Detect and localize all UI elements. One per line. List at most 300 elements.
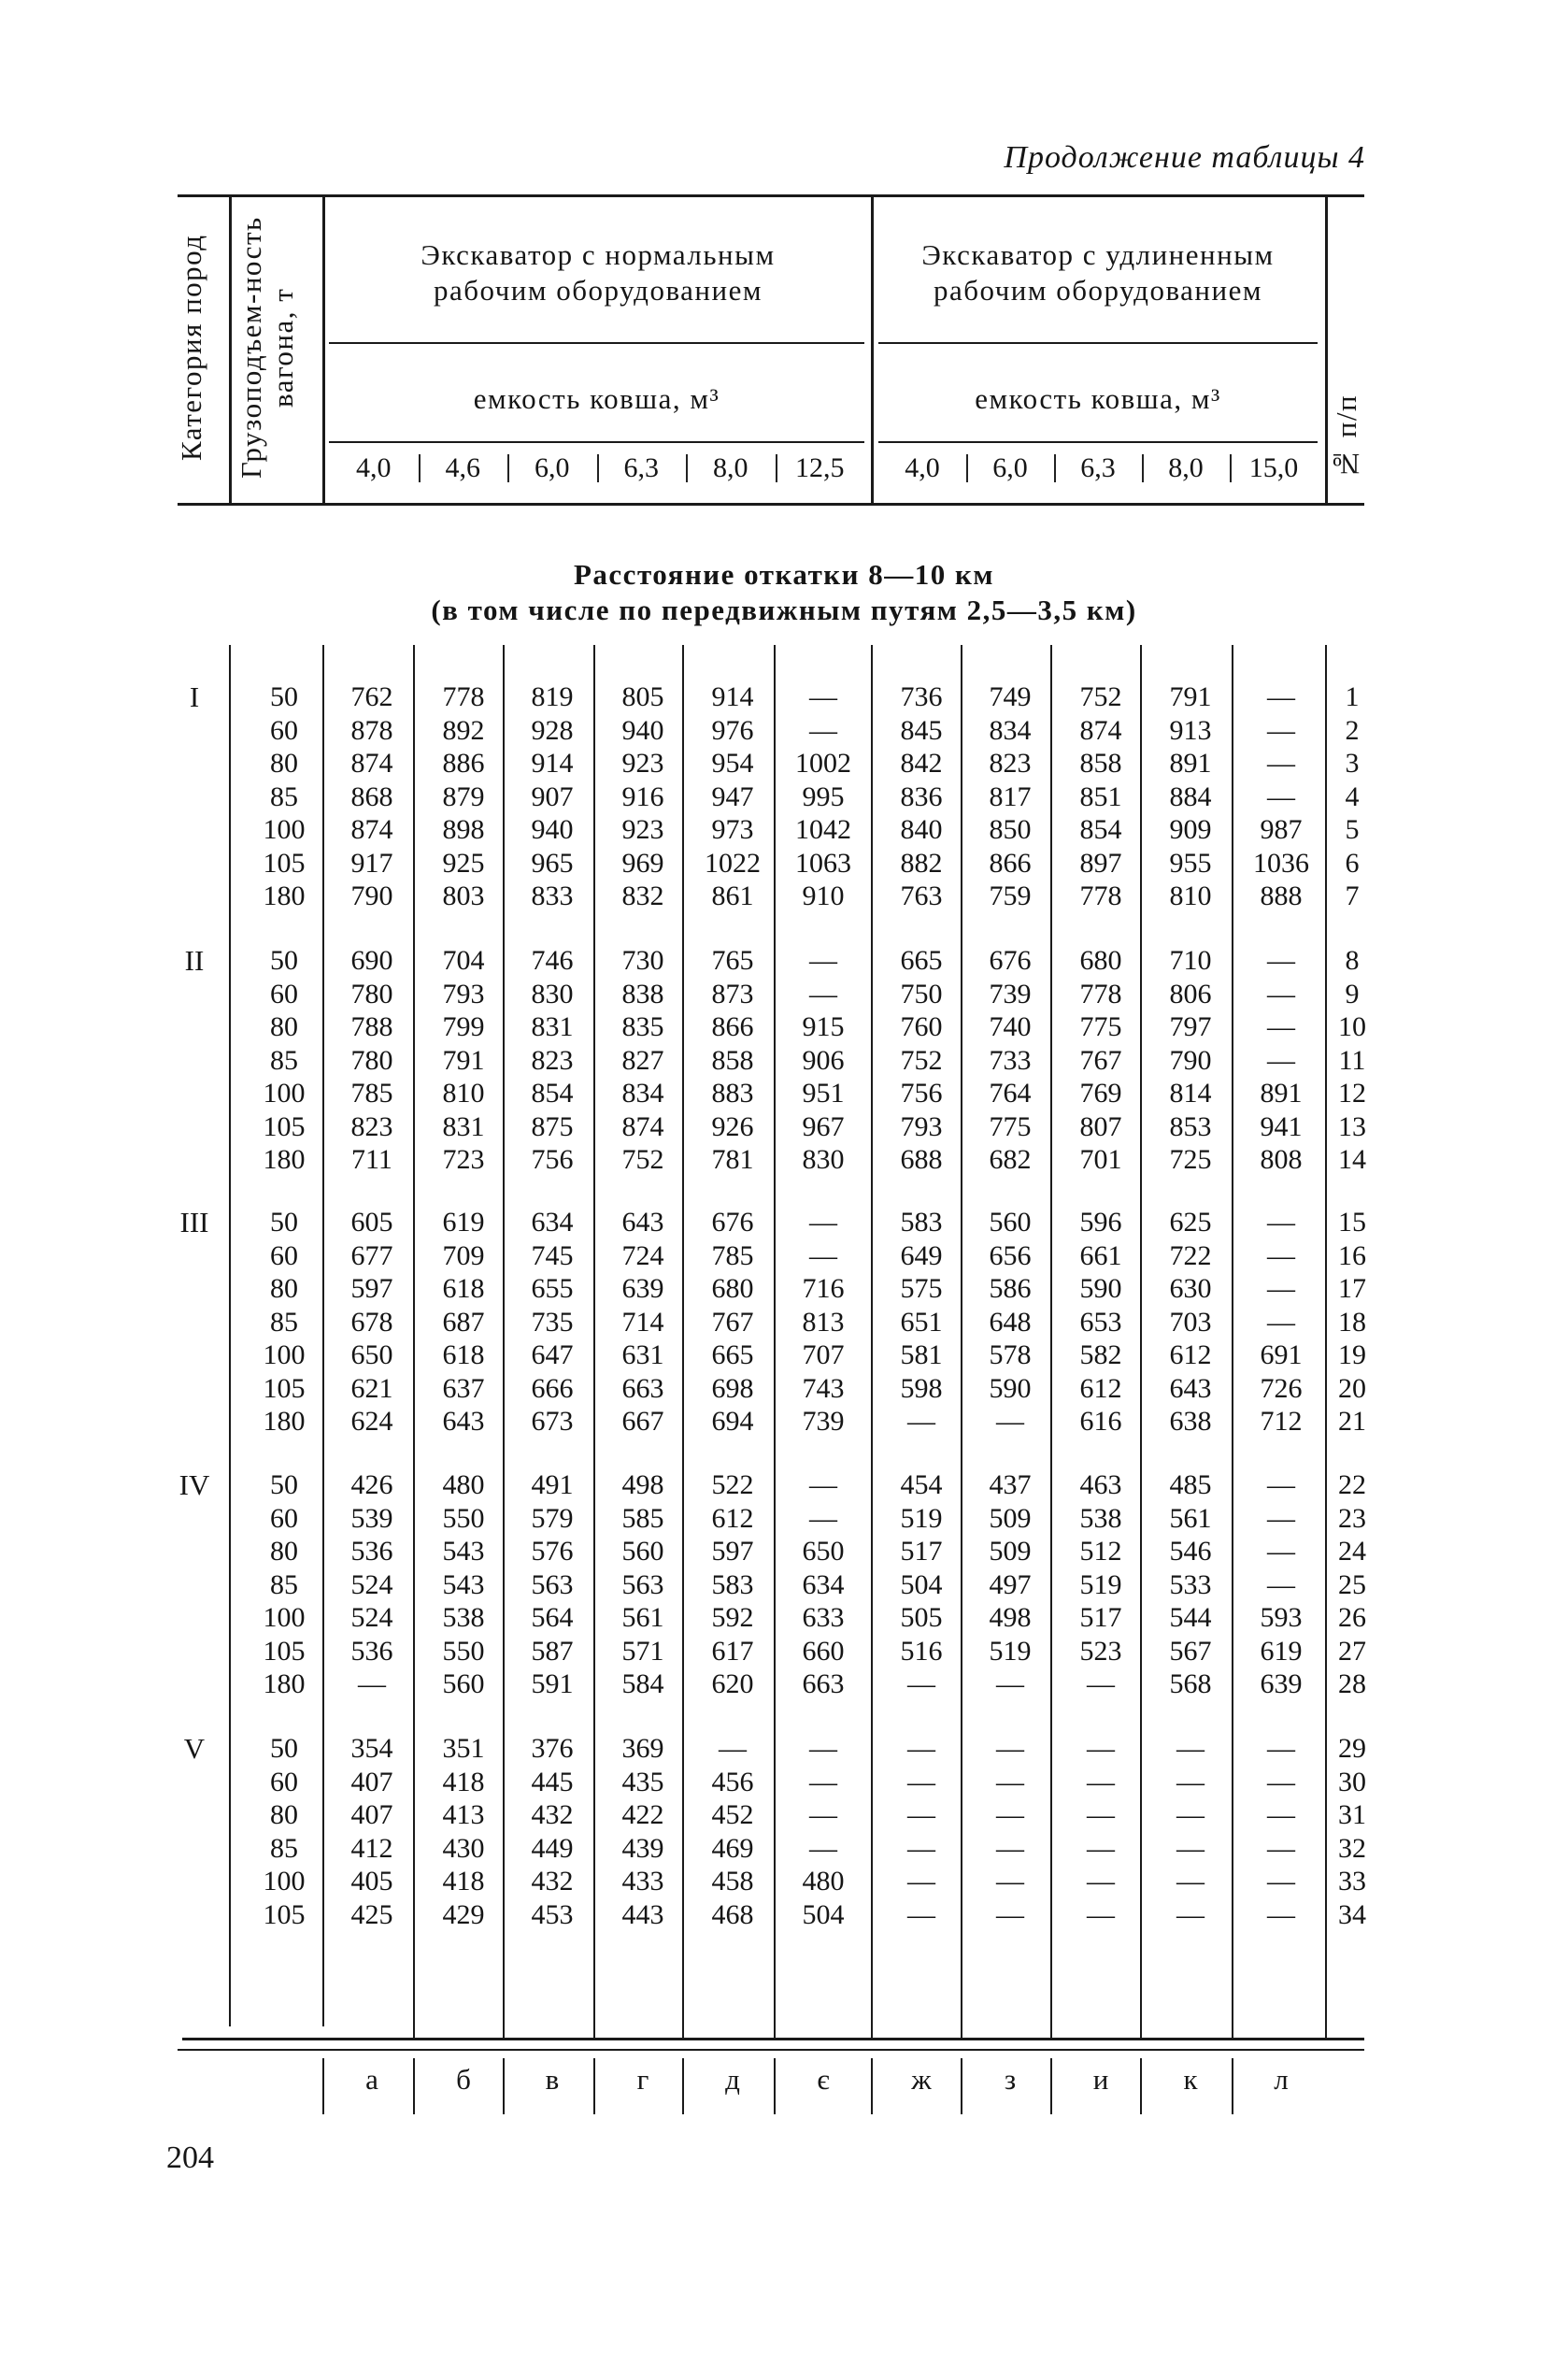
- table-cell: 583: [711, 1568, 754, 1600]
- table-cell: 504: [900, 1568, 943, 1600]
- value-column-г: [600, 1468, 686, 1701]
- letter-row-rule: [1050, 2058, 1052, 2114]
- table-cell: 612: [1079, 1372, 1122, 1404]
- table-cell: 19: [1338, 1339, 1366, 1370]
- header-normal-excavator: Экскаватор с нормальным рабочим оборудованием: [421, 238, 776, 307]
- table-cell: 814: [1169, 1078, 1212, 1109]
- table-cell: 665: [900, 945, 943, 976]
- table-cell: 711: [351, 1144, 392, 1175]
- table-cell: 788: [350, 1011, 393, 1042]
- table-cell: 888: [1260, 880, 1303, 911]
- category-label: I: [189, 680, 200, 713]
- category-label: V: [183, 1732, 206, 1765]
- table-cell: 643: [621, 1207, 664, 1238]
- column-letter-б: б: [456, 2063, 471, 2096]
- value-column-к: [1147, 1206, 1233, 1439]
- table-cell: 817: [989, 780, 1032, 812]
- value-column-ж: [878, 1468, 964, 1701]
- table-cell: 726: [1260, 1372, 1303, 1404]
- table-cell: 422: [621, 1799, 664, 1830]
- table-cell: 28: [1338, 1668, 1366, 1699]
- table-cell: 830: [531, 978, 574, 1009]
- table-cell: —: [809, 681, 837, 712]
- table-cell: 433: [621, 1866, 664, 1897]
- table-cell: 633: [802, 1602, 845, 1633]
- table-cell: 752: [900, 1044, 943, 1076]
- table-cell: 807: [1079, 1110, 1122, 1142]
- table-cell: —: [1176, 1766, 1205, 1797]
- table-cell: 765: [711, 945, 754, 976]
- normal-size-separator: [507, 454, 509, 482]
- table-cell: 823: [531, 1044, 574, 1076]
- value-column-д: [690, 1206, 776, 1439]
- table-cell: 497: [989, 1568, 1032, 1600]
- table-cell: 874: [621, 1110, 664, 1142]
- table-cell: 661: [1079, 1239, 1122, 1271]
- table-cell: 676: [711, 1207, 754, 1238]
- table-continuation-caption: Продолжение таблицы 4: [1004, 140, 1365, 175]
- table-cell: —: [1267, 1866, 1295, 1897]
- table-cell: 688: [900, 1144, 943, 1175]
- header-bucket-label-long: емкость ковша, м³: [975, 382, 1221, 415]
- table-cell: 80: [270, 1273, 298, 1304]
- letter-row-rule: [413, 2058, 415, 2114]
- table-cell: 819: [531, 681, 574, 712]
- long-size-5: 15,0: [1248, 452, 1299, 483]
- table-cell: 550: [442, 1635, 485, 1667]
- value-column-з: [967, 1468, 1053, 1701]
- table-cell: 60: [270, 1502, 298, 1534]
- table-cell: 756: [531, 1144, 574, 1175]
- table-cell: 883: [711, 1078, 754, 1109]
- value-column-є: [780, 1732, 866, 1931]
- letter-row-rule: [682, 2058, 684, 2114]
- table-cell: 453: [531, 1898, 574, 1930]
- table-cell: 105: [263, 847, 306, 879]
- table-cell: 840: [900, 814, 943, 845]
- table-cell: —: [996, 1406, 1024, 1437]
- table-cell: 24: [1338, 1536, 1366, 1567]
- table-cell: 909: [1169, 814, 1212, 845]
- letter-row-rule: [961, 2058, 962, 2114]
- value-column-л: [1238, 944, 1324, 1177]
- table-cell: 625: [1169, 1207, 1212, 1238]
- table-cell: 10: [1338, 1011, 1366, 1042]
- table-cell: 620: [711, 1668, 754, 1699]
- table-cell: 655: [531, 1273, 574, 1304]
- table-cell: 418: [442, 1866, 485, 1897]
- column-letter-к: к: [1183, 2063, 1198, 2096]
- normal-size-separator: [419, 454, 421, 482]
- table-cell: 2: [1345, 714, 1360, 746]
- table-cell: 100: [263, 1339, 306, 1370]
- table-cell: 750: [900, 978, 943, 1009]
- table-cell: 917: [350, 847, 393, 879]
- table-cell: 928: [531, 714, 574, 746]
- value-column-л: [1238, 1206, 1324, 1439]
- table-cell: —: [809, 1207, 837, 1238]
- table-cell: 649: [900, 1239, 943, 1271]
- value-column-а: [329, 944, 415, 1177]
- normal-size-separator: [686, 454, 688, 482]
- table-cell: 180: [263, 1144, 306, 1175]
- header-mid-rule-long: [878, 342, 1318, 344]
- table-cell: 831: [531, 1011, 574, 1042]
- table-cell: 469: [711, 1832, 754, 1864]
- table-cell: 564: [531, 1602, 574, 1633]
- table-cell: 752: [621, 1144, 664, 1175]
- capacity-column: [245, 680, 323, 913]
- table-cell: —: [1267, 1799, 1295, 1830]
- table-cell: 803: [442, 880, 485, 911]
- normal-size-separator: [597, 454, 599, 482]
- table-cell: 412: [350, 1832, 393, 1864]
- table-cell: 874: [1079, 714, 1122, 746]
- table-cell: 647: [531, 1339, 574, 1370]
- table-cell: 634: [802, 1568, 845, 1600]
- table-cell: 764: [989, 1078, 1032, 1109]
- table-cell: 432: [531, 1799, 574, 1830]
- value-column-ж: [878, 680, 964, 913]
- table-cell: 504: [802, 1898, 845, 1930]
- value-column-а: [329, 1206, 415, 1439]
- table-cell: 105: [263, 1110, 306, 1142]
- table-cell: —: [1087, 1866, 1115, 1897]
- table-cell: 762: [350, 681, 393, 712]
- table-cell: 583: [900, 1207, 943, 1238]
- table-cell: 643: [1169, 1372, 1212, 1404]
- table-cell: 767: [1079, 1044, 1122, 1076]
- value-column-г: [600, 680, 686, 913]
- table-cell: 965: [531, 847, 574, 879]
- table-cell: 100: [263, 1866, 306, 1897]
- table-cell: 845: [900, 714, 943, 746]
- table-cell: 1022: [705, 847, 761, 879]
- value-column-д: [690, 680, 776, 913]
- section-title-subtitle: (в том числе по передвижным путям 2,5—3,5 км): [431, 594, 1137, 626]
- header-size-rule-long: [878, 441, 1318, 443]
- table-cell: 463: [1079, 1469, 1122, 1500]
- table-cell: 581: [900, 1339, 943, 1370]
- value-column-б: [421, 680, 506, 913]
- table-cell: 778: [1079, 978, 1122, 1009]
- table-cell: 584: [621, 1668, 664, 1699]
- normal-size-6: 12,5: [795, 452, 845, 483]
- value-column-к: [1147, 680, 1233, 913]
- table-cell: 18: [1338, 1306, 1366, 1338]
- table-cell: 480: [802, 1866, 845, 1897]
- value-column-и: [1058, 944, 1144, 1177]
- table-cell: 967: [802, 1110, 845, 1142]
- table-cell: 680: [1079, 945, 1122, 976]
- header-divider-3: [871, 196, 874, 503]
- table-cell: 538: [442, 1602, 485, 1633]
- table-cell: 3: [1345, 748, 1360, 779]
- value-column-в: [509, 680, 595, 913]
- table-cell: 491: [531, 1469, 574, 1500]
- table-cell: —: [1087, 1832, 1115, 1864]
- table-cell: 712: [1260, 1406, 1303, 1437]
- table-cell: 756: [900, 1078, 943, 1109]
- table-cell: —: [1267, 681, 1295, 712]
- column-letter-и: и: [1092, 2063, 1109, 2096]
- table-cell: 823: [989, 748, 1032, 779]
- table-cell: 449: [531, 1832, 574, 1864]
- table-cell: 861: [711, 880, 754, 911]
- table-cell: 832: [621, 880, 664, 911]
- value-column-б: [421, 944, 506, 1177]
- table-cell: 519: [1079, 1568, 1122, 1600]
- table-cell: 618: [442, 1273, 485, 1304]
- table-cell: 910: [802, 880, 845, 911]
- table-cell: 1063: [795, 847, 851, 879]
- table-cell: 100: [263, 1602, 306, 1633]
- table-cell: 351: [442, 1733, 485, 1764]
- table-cell: 854: [531, 1078, 574, 1109]
- normal-size-1: 4,0: [356, 452, 392, 483]
- table-cell: 560: [621, 1536, 664, 1567]
- table-cell: 452: [711, 1799, 754, 1830]
- table-cell: 716: [802, 1273, 845, 1304]
- table-cell: 1: [1345, 681, 1360, 712]
- table-cell: 618: [442, 1339, 485, 1370]
- table-cell: 517: [1079, 1602, 1122, 1633]
- header-divider-4: [1325, 196, 1328, 503]
- header-long-excavator: Экскаватор с удлиненным рабочим оборудованием: [921, 238, 1275, 307]
- table-cell: 866: [711, 1011, 754, 1042]
- value-column-є: [780, 1206, 866, 1439]
- table-cell: 954: [711, 748, 754, 779]
- table-cell: —: [1267, 1469, 1295, 1500]
- table-cell: 619: [1260, 1635, 1303, 1667]
- letter-row-rule: [1232, 2058, 1233, 2114]
- table-cell: 578: [989, 1339, 1032, 1370]
- table-cell: 517: [900, 1536, 943, 1567]
- table-cell: —: [1267, 1766, 1295, 1797]
- table-cell: 733: [989, 1044, 1032, 1076]
- bucket-sizes-long: [878, 447, 1318, 490]
- table-cell: 23: [1338, 1502, 1366, 1534]
- table-cell: —: [1267, 1832, 1295, 1864]
- table-cell: 31: [1338, 1799, 1366, 1830]
- value-column-в: [509, 1468, 595, 1701]
- table-cell: 785: [711, 1239, 754, 1271]
- table-cell: 906: [802, 1044, 845, 1076]
- value-column-в: [509, 1206, 595, 1439]
- table-cell: 663: [802, 1668, 845, 1699]
- table-cell: 519: [989, 1635, 1032, 1667]
- table-cell: 838: [621, 978, 664, 1009]
- table-cell: 546: [1169, 1536, 1212, 1567]
- table-cell: 619: [442, 1207, 485, 1238]
- value-column-д: [690, 944, 776, 1177]
- long-size-4: 8,0: [1168, 452, 1204, 483]
- table-cell: 781: [711, 1144, 754, 1175]
- normal-size-4: 6,3: [623, 452, 659, 483]
- table-cell: —: [809, 1799, 837, 1830]
- table-cell: —: [1267, 945, 1295, 976]
- table-cell: —: [907, 1668, 935, 1699]
- normal-size-2: 4,6: [445, 452, 480, 483]
- table-cell: 498: [989, 1602, 1032, 1633]
- table-cell: 586: [989, 1273, 1032, 1304]
- value-column-а: [329, 1468, 415, 1701]
- table-cell: 875: [531, 1110, 574, 1142]
- table-cell: 813: [802, 1306, 845, 1338]
- header-divider-1: [229, 196, 232, 503]
- table-cell: 439: [621, 1832, 664, 1864]
- table-cell: 27: [1338, 1635, 1366, 1667]
- capacity-column: [245, 1732, 323, 1931]
- table-cell: 29: [1338, 1733, 1366, 1764]
- table-cell: 13: [1338, 1110, 1366, 1142]
- table-cell: —: [907, 1766, 935, 1797]
- table-cell: —: [809, 945, 837, 976]
- table-cell: 425: [350, 1898, 393, 1930]
- value-column-є: [780, 944, 866, 1177]
- body-column-rule: [871, 645, 873, 2038]
- body-column-rule: [1325, 645, 1327, 2038]
- table-cell: —: [809, 1469, 837, 1500]
- table-bottom-rule: [182, 2038, 1364, 2040]
- table-cell: 810: [1169, 880, 1212, 911]
- table-cell: 50: [270, 681, 298, 712]
- table-cell: 407: [350, 1766, 393, 1797]
- value-column-є: [780, 1468, 866, 1701]
- table-cell: 616: [1079, 1406, 1122, 1437]
- table-cell: 882: [900, 847, 943, 879]
- table-cell: —: [907, 1406, 935, 1437]
- table-cell: 823: [350, 1110, 393, 1142]
- table-cell: 785: [350, 1078, 393, 1109]
- table-cell: 799: [442, 1011, 485, 1042]
- table-cell: —: [1267, 1568, 1295, 1600]
- table-cell: 907: [531, 780, 574, 812]
- table-cell: 437: [989, 1469, 1032, 1500]
- table-cell: 663: [621, 1372, 664, 1404]
- table-cell: 516: [900, 1635, 943, 1667]
- table-cell: —: [809, 1502, 837, 1534]
- table-cell: 1036: [1253, 847, 1309, 879]
- page-number: 204: [166, 2140, 214, 2175]
- table-cell: 759: [989, 880, 1032, 911]
- table-cell: 429: [442, 1898, 485, 1930]
- table-cell: 923: [621, 748, 664, 779]
- table-cell: 858: [1079, 748, 1122, 779]
- value-column-в: [509, 1732, 595, 1931]
- value-column-к: [1147, 1468, 1233, 1701]
- table-cell: 80: [270, 748, 298, 779]
- table-cell: —: [358, 1668, 386, 1699]
- table-cell: 914: [711, 681, 754, 712]
- table-cell: —: [1267, 1898, 1295, 1930]
- value-column-и: [1058, 1206, 1144, 1439]
- table-cell: —: [1176, 1733, 1205, 1764]
- table-cell: —: [1267, 1502, 1295, 1534]
- table-cell: 575: [900, 1273, 943, 1304]
- table-cell: 745: [531, 1239, 574, 1271]
- table-cell: —: [1267, 780, 1295, 812]
- table-cell: 827: [621, 1044, 664, 1076]
- table-cell: 536: [350, 1635, 393, 1667]
- table-cell: 853: [1169, 1110, 1212, 1142]
- header-size-rule-normal: [329, 441, 864, 443]
- table-bottom-rule-thin: [178, 2049, 1364, 2051]
- table-cell: 32: [1338, 1832, 1366, 1864]
- table-cell: 973: [711, 814, 754, 845]
- table-cell: 690: [350, 945, 393, 976]
- table-cell: —: [907, 1866, 935, 1897]
- table-cell: 524: [350, 1568, 393, 1600]
- table-cell: 724: [621, 1239, 664, 1271]
- table-cell: 60: [270, 978, 298, 1009]
- table-cell: 563: [531, 1568, 574, 1600]
- table-cell: 704: [442, 945, 485, 976]
- table-cell: 947: [711, 780, 754, 812]
- table-cell: —: [1267, 1733, 1295, 1764]
- table-cell: 682: [989, 1144, 1032, 1175]
- table-cell: 60: [270, 714, 298, 746]
- value-column-а: [329, 1732, 415, 1931]
- table-cell: 780: [350, 1044, 393, 1076]
- table-cell: 80: [270, 1799, 298, 1830]
- table-cell: 735: [531, 1306, 574, 1338]
- table-cell: —: [1267, 1306, 1295, 1338]
- body-column-rule: [229, 645, 231, 2026]
- value-column-г: [600, 1732, 686, 1931]
- long-size-separator: [1142, 454, 1144, 482]
- table-cell: 6: [1345, 847, 1360, 879]
- table-cell: 568: [1169, 1668, 1212, 1699]
- value-column-и: [1058, 680, 1144, 913]
- table-cell: 752: [1079, 681, 1122, 712]
- header-bucket-label-normal: емкость ковша, м³: [473, 382, 720, 415]
- table-cell: 509: [989, 1502, 1032, 1534]
- table-cell: 598: [900, 1372, 943, 1404]
- table-cell: —: [1087, 1898, 1115, 1930]
- table-cell: 563: [621, 1568, 664, 1600]
- value-column-а: [329, 680, 415, 913]
- table-cell: 725: [1169, 1144, 1212, 1175]
- table-cell: 519: [900, 1502, 943, 1534]
- table-cell: 7: [1345, 880, 1360, 911]
- table-cell: 691: [1260, 1339, 1303, 1370]
- table-cell: 897: [1079, 847, 1122, 879]
- table-cell: —: [907, 1733, 935, 1764]
- table-cell: 643: [442, 1406, 485, 1437]
- table-cell: 85: [270, 1568, 298, 1600]
- table-cell: 940: [531, 814, 574, 845]
- value-column-и: [1058, 1468, 1144, 1701]
- table-cell: 743: [802, 1372, 845, 1404]
- table-cell: 587: [531, 1635, 574, 1667]
- table-cell: —: [809, 978, 837, 1009]
- table-cell: 703: [1169, 1306, 1212, 1338]
- value-column-з: [967, 944, 1053, 1177]
- table-cell: 842: [900, 748, 943, 779]
- table-cell: 543: [442, 1536, 485, 1567]
- table-cell: 634: [531, 1207, 574, 1238]
- table-cell: 793: [442, 978, 485, 1009]
- table-cell: 524: [350, 1602, 393, 1633]
- table-cell: —: [809, 714, 837, 746]
- table-cell: —: [1267, 714, 1295, 746]
- table-cell: 25: [1338, 1568, 1366, 1600]
- table-cell: 621: [350, 1372, 393, 1404]
- table-cell: 805: [621, 681, 664, 712]
- table-cell: 648: [989, 1306, 1032, 1338]
- table-cell: 12: [1338, 1078, 1366, 1109]
